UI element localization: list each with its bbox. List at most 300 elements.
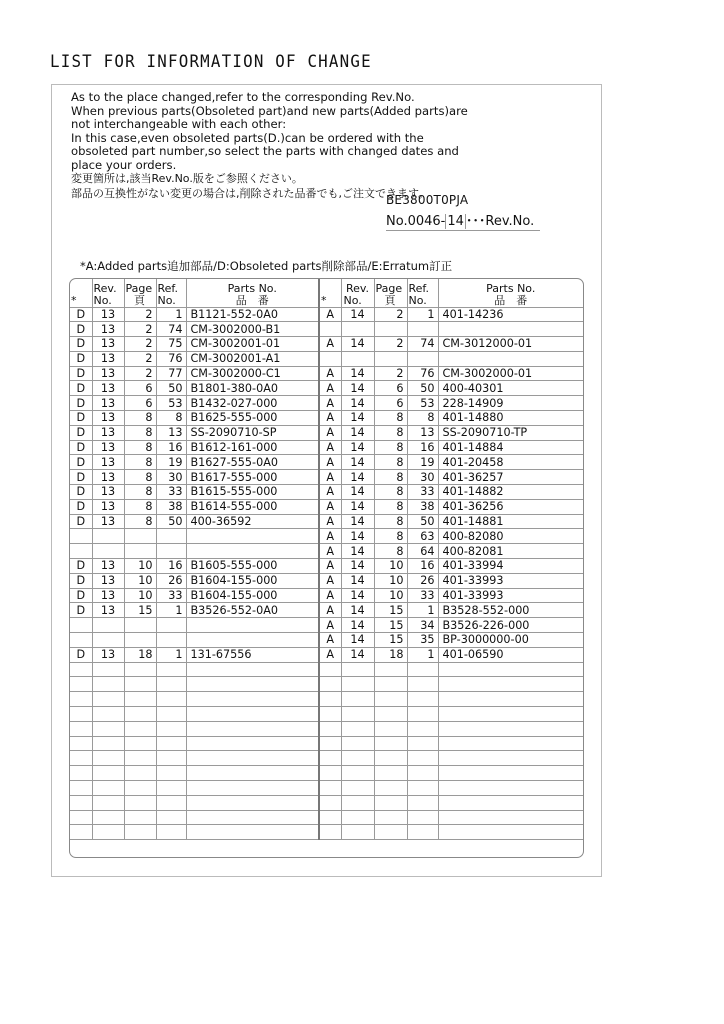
old-ref-cell: 76: [156, 351, 186, 366]
empty-cell: [341, 707, 374, 722]
old-rev-cell: 13: [92, 351, 124, 366]
old-ref-cell: 33: [156, 588, 186, 603]
table-row: [70, 647, 583, 662]
new-part-number-cell: 401-33994: [438, 559, 583, 574]
new-page-cell: 8: [374, 425, 407, 440]
old-type-cell: D: [70, 559, 92, 574]
empty-cell: [407, 736, 438, 751]
model-number: BE3800T0PJA: [386, 193, 469, 207]
new-page-cell: 10: [374, 559, 407, 574]
empty-cell: [341, 751, 374, 766]
table-header: [70, 279, 583, 307]
old-type-cell: D: [70, 470, 92, 485]
empty-cell: [70, 795, 92, 810]
new-type-cell: A: [319, 411, 341, 426]
empty-cell: [124, 736, 156, 751]
new-ref-cell: 30: [407, 470, 438, 485]
empty-row: [70, 825, 583, 840]
new-part-number-cell: 400-40301: [438, 381, 583, 396]
empty-cell: [70, 810, 92, 825]
empty-cell: [341, 810, 374, 825]
old-type-cell: D: [70, 440, 92, 455]
empty-cell: [438, 766, 583, 781]
old-rev-cell: 13: [92, 440, 124, 455]
legend: *A:Added parts追加部品/D:Obsoleted parts削除部品/E:Erratum訂正: [80, 259, 453, 273]
old-type-cell: D: [70, 337, 92, 352]
empty-cell: [124, 751, 156, 766]
empty-cell: [186, 692, 319, 707]
empty-cell: [124, 781, 156, 796]
header-star: *: [319, 279, 341, 307]
old-part-number-cell: 131-67556: [186, 647, 319, 662]
table-row: [70, 351, 583, 366]
old-rev-cell: 13: [92, 514, 124, 529]
old-type-cell: D: [70, 499, 92, 514]
old-page-cell: 8: [124, 470, 156, 485]
empty-cell: [70, 707, 92, 722]
new-ref-cell: 76: [407, 366, 438, 381]
new-rev-cell: 14: [341, 381, 374, 396]
new-rev-cell: 14: [341, 544, 374, 559]
new-ref-cell: 34: [407, 618, 438, 633]
new-part-number-cell: 400-82080: [438, 529, 583, 544]
old-part-number-cell: B1625-555-000: [186, 411, 319, 426]
new-part-number-cell: 401-14882: [438, 485, 583, 500]
old-ref-cell: 1: [156, 647, 186, 662]
empty-cell: [438, 707, 583, 722]
old-page-cell: 8: [124, 411, 156, 426]
old-type-cell: D: [70, 366, 92, 381]
empty-cell: [438, 677, 583, 692]
empty-cell: [438, 810, 583, 825]
new-page-cell: 8: [374, 485, 407, 500]
old-rev-cell: 13: [92, 470, 124, 485]
empty-cell: [70, 751, 92, 766]
notice-english: [71, 91, 591, 173]
new-part-number-cell: 401-14236: [438, 307, 583, 322]
revision-number: 14: [447, 214, 464, 229]
empty-cell: [156, 810, 186, 825]
old-type-cell: D: [70, 381, 92, 396]
header-rev: Rev. No.: [341, 279, 374, 307]
old-type-cell: D: [70, 425, 92, 440]
new-type-cell: A: [319, 337, 341, 352]
new-rev-cell: 14: [341, 366, 374, 381]
header-ref: Ref. No.: [407, 279, 438, 307]
empty-cell: [374, 662, 407, 677]
header-page: Page 頁: [374, 279, 407, 307]
empty-cell: [124, 795, 156, 810]
empty-cell: [438, 692, 583, 707]
new-part-number-cell: BP-3000000-00: [438, 633, 583, 648]
new-type-cell: A: [319, 381, 341, 396]
empty-row: [70, 751, 583, 766]
new-page-cell: 2: [374, 337, 407, 352]
empty-cell: [407, 692, 438, 707]
revision-underline: [386, 230, 540, 231]
empty-cell: [124, 707, 156, 722]
old-page-cell: 8: [124, 440, 156, 455]
table-row: [70, 588, 583, 603]
old-rev-cell: [92, 633, 124, 648]
empty-cell: [407, 677, 438, 692]
table-row: [70, 618, 583, 633]
old-type-cell: [70, 618, 92, 633]
new-ref-cell: [407, 351, 438, 366]
table-row: [70, 603, 583, 618]
new-type-cell: A: [319, 470, 341, 485]
old-type-cell: D: [70, 411, 92, 426]
old-part-number-cell: B1432-027-000: [186, 396, 319, 411]
new-type-cell: A: [319, 396, 341, 411]
new-rev-cell: 14: [341, 559, 374, 574]
table-row: [70, 396, 583, 411]
old-type-cell: [70, 633, 92, 648]
empty-cell: [70, 736, 92, 751]
new-type-cell: A: [319, 544, 341, 559]
new-rev-cell: 14: [341, 633, 374, 648]
empty-cell: [92, 662, 124, 677]
header-star: *: [70, 279, 92, 307]
empty-cell: [70, 825, 92, 840]
old-rev-cell: 13: [92, 337, 124, 352]
new-page-cell: 10: [374, 588, 407, 603]
empty-cell: [319, 825, 341, 840]
empty-row: [70, 781, 583, 796]
new-page-cell: 2: [374, 366, 407, 381]
empty-cell: [92, 766, 124, 781]
empty-cell: [156, 736, 186, 751]
empty-cell: [407, 721, 438, 736]
new-page-cell: [374, 351, 407, 366]
new-type-cell: A: [319, 485, 341, 500]
notice-text: As to the place changed,refer to the corresponding Rev.No. When previous parts(Obsoleted part)and new parts(Added parts)are not interchangeable with each other: In this case,even obsoleted parts(D.)can be ordered with the obsoleted part number,so select the parts with changed dates and place your orders.: [71, 90, 468, 172]
new-ref-cell: 50: [407, 381, 438, 396]
old-ref-cell: 26: [156, 573, 186, 588]
old-rev-cell: 13: [92, 485, 124, 500]
old-ref-cell: [156, 544, 186, 559]
empty-cell: [407, 825, 438, 840]
empty-cell: [124, 662, 156, 677]
new-part-number-cell: 228-14909: [438, 396, 583, 411]
empty-cell: [70, 781, 92, 796]
empty-cell: [438, 825, 583, 840]
old-ref-cell: 33: [156, 485, 186, 500]
old-rev-cell: 13: [92, 573, 124, 588]
empty-cell: [156, 721, 186, 736]
new-rev-cell: 14: [341, 440, 374, 455]
new-ref-cell: 16: [407, 440, 438, 455]
new-part-number-cell: 401-14881: [438, 514, 583, 529]
old-page-cell: 6: [124, 381, 156, 396]
table-row: [70, 440, 583, 455]
table-row: [70, 455, 583, 470]
revision-suffix: ･･･Rev.No.: [465, 214, 535, 229]
empty-cell: [374, 751, 407, 766]
new-page-cell: 6: [374, 396, 407, 411]
empty-cell: [438, 751, 583, 766]
empty-cell: [438, 736, 583, 751]
old-ref-cell: 1: [156, 603, 186, 618]
new-rev-cell: 14: [341, 425, 374, 440]
empty-cell: [124, 692, 156, 707]
old-part-number-cell: [186, 618, 319, 633]
table-row: [70, 307, 583, 322]
empty-cell: [124, 810, 156, 825]
new-rev-cell: 14: [341, 603, 374, 618]
new-part-number-cell: CM-3012000-01: [438, 337, 583, 352]
new-page-cell: 8: [374, 529, 407, 544]
new-part-number-cell: 401-36256: [438, 499, 583, 514]
old-part-number-cell: CM-3002001-A1: [186, 351, 319, 366]
old-type-cell: [70, 529, 92, 544]
empty-cell: [186, 766, 319, 781]
empty-cell: [374, 781, 407, 796]
new-ref-cell: 33: [407, 485, 438, 500]
empty-cell: [438, 721, 583, 736]
empty-cell: [374, 692, 407, 707]
empty-cell: [319, 795, 341, 810]
empty-row: [70, 736, 583, 751]
old-rev-cell: 13: [92, 455, 124, 470]
header-parts: Parts No. 品 番: [186, 279, 319, 307]
old-part-number-cell: B1605-555-000: [186, 559, 319, 574]
empty-cell: [92, 825, 124, 840]
old-rev-cell: 13: [92, 559, 124, 574]
old-type-cell: D: [70, 351, 92, 366]
old-rev-cell: [92, 544, 124, 559]
old-part-number-cell: 400-36592: [186, 514, 319, 529]
new-page-cell: 8: [374, 440, 407, 455]
new-ref-cell: 13: [407, 425, 438, 440]
empty-cell: [92, 707, 124, 722]
table-row: [70, 425, 583, 440]
empty-cell: [374, 795, 407, 810]
new-type-cell: A: [319, 514, 341, 529]
old-part-number-cell: [186, 529, 319, 544]
new-part-number-cell: 401-33993: [438, 588, 583, 603]
old-part-number-cell: B1615-555-000: [186, 485, 319, 500]
empty-cell: [92, 781, 124, 796]
new-part-number-cell: 401-20458: [438, 455, 583, 470]
empty-cell: [319, 736, 341, 751]
empty-cell: [319, 662, 341, 677]
old-type-cell: D: [70, 603, 92, 618]
empty-row: [70, 662, 583, 677]
old-page-cell: 2: [124, 337, 156, 352]
old-rev-cell: 13: [92, 396, 124, 411]
empty-cell: [156, 751, 186, 766]
notice-jp-line-2: 部品の互換性がない変更の場合は,削除された品番でも,ご注文できます。: [71, 187, 430, 200]
new-type-cell: A: [319, 559, 341, 574]
new-part-number-cell: 401-06590: [438, 647, 583, 662]
old-type-cell: D: [70, 322, 92, 337]
empty-cell: [186, 707, 319, 722]
doc-number: No.0046-: [386, 214, 446, 229]
empty-cell: [186, 721, 319, 736]
old-part-number-cell: CM-3002000-B1: [186, 322, 319, 337]
new-ref-cell: 64: [407, 544, 438, 559]
old-page-cell: [124, 529, 156, 544]
empty-cell: [374, 825, 407, 840]
old-page-cell: 10: [124, 559, 156, 574]
empty-row: [70, 766, 583, 781]
old-ref-cell: [156, 618, 186, 633]
change-table-frame: [69, 278, 584, 858]
table-row: [70, 411, 583, 426]
empty-cell: [124, 677, 156, 692]
empty-cell: [92, 751, 124, 766]
notice-japanese: [71, 171, 429, 201]
old-type-cell: D: [70, 514, 92, 529]
header-ref: Ref. No.: [156, 279, 186, 307]
table-row: [70, 366, 583, 381]
old-page-cell: 8: [124, 455, 156, 470]
old-page-cell: 2: [124, 307, 156, 322]
empty-cell: [407, 810, 438, 825]
empty-cell: [374, 721, 407, 736]
new-part-number-cell: 401-36257: [438, 470, 583, 485]
new-page-cell: 8: [374, 470, 407, 485]
old-type-cell: D: [70, 573, 92, 588]
old-rev-cell: 13: [92, 381, 124, 396]
new-rev-cell: 14: [341, 514, 374, 529]
old-part-number-cell: B1614-555-000: [186, 499, 319, 514]
old-ref-cell: 30: [156, 470, 186, 485]
old-ref-cell: 16: [156, 440, 186, 455]
new-ref-cell: 63: [407, 529, 438, 544]
empty-cell: [186, 781, 319, 796]
new-rev-cell: 14: [341, 529, 374, 544]
new-ref-cell: [407, 322, 438, 337]
new-rev-cell: 14: [341, 411, 374, 426]
old-part-number-cell: B1801-380-0A0: [186, 381, 319, 396]
old-part-number-cell: SS-2090710-SP: [186, 425, 319, 440]
empty-cell: [407, 766, 438, 781]
empty-cell: [156, 662, 186, 677]
new-type-cell: A: [319, 618, 341, 633]
old-page-cell: 10: [124, 588, 156, 603]
new-ref-cell: 8: [407, 411, 438, 426]
empty-cell: [438, 795, 583, 810]
page-title: LIST FOR INFORMATION OF CHANGE: [50, 52, 372, 72]
new-part-number-cell: 401-14884: [438, 440, 583, 455]
empty-cell: [341, 825, 374, 840]
header-rev: Rev. No.: [92, 279, 124, 307]
old-part-number-cell: B1121-552-0A0: [186, 307, 319, 322]
new-page-cell: 10: [374, 573, 407, 588]
change-table: [70, 279, 583, 840]
new-type-cell: A: [319, 603, 341, 618]
old-page-cell: 8: [124, 499, 156, 514]
empty-cell: [186, 810, 319, 825]
new-rev-cell: 14: [341, 588, 374, 603]
empty-cell: [92, 795, 124, 810]
empty-cell: [70, 721, 92, 736]
empty-cell: [70, 766, 92, 781]
empty-cell: [186, 825, 319, 840]
new-part-number-cell: SS-2090710-TP: [438, 425, 583, 440]
old-ref-cell: 13: [156, 425, 186, 440]
old-part-number-cell: CM-3002001-01: [186, 337, 319, 352]
new-page-cell: 8: [374, 411, 407, 426]
table-row: [70, 381, 583, 396]
old-rev-cell: 13: [92, 322, 124, 337]
empty-cell: [156, 707, 186, 722]
empty-cell: [186, 795, 319, 810]
old-page-cell: 6: [124, 396, 156, 411]
old-ref-cell: 77: [156, 366, 186, 381]
new-rev-cell: [341, 351, 374, 366]
new-type-cell: A: [319, 307, 341, 322]
table-row: [70, 470, 583, 485]
old-part-number-cell: B1612-161-000: [186, 440, 319, 455]
new-type-cell: A: [319, 588, 341, 603]
empty-cell: [319, 692, 341, 707]
old-type-cell: [70, 544, 92, 559]
new-ref-cell: 38: [407, 499, 438, 514]
empty-cell: [319, 707, 341, 722]
old-page-cell: 2: [124, 366, 156, 381]
new-part-number-cell: B3526-226-000: [438, 618, 583, 633]
old-ref-cell: 50: [156, 514, 186, 529]
old-page-cell: 2: [124, 322, 156, 337]
old-page-cell: 18: [124, 647, 156, 662]
old-page-cell: 8: [124, 425, 156, 440]
empty-cell: [438, 781, 583, 796]
empty-cell: [156, 795, 186, 810]
new-ref-cell: 33: [407, 588, 438, 603]
new-part-number-cell: 401-14880: [438, 411, 583, 426]
new-rev-cell: 14: [341, 337, 374, 352]
old-page-cell: 8: [124, 485, 156, 500]
old-rev-cell: [92, 618, 124, 633]
empty-cell: [186, 736, 319, 751]
empty-cell: [70, 677, 92, 692]
empty-cell: [341, 677, 374, 692]
new-ref-cell: 53: [407, 396, 438, 411]
old-part-number-cell: B1627-555-0A0: [186, 455, 319, 470]
empty-cell: [407, 751, 438, 766]
old-type-cell: D: [70, 588, 92, 603]
old-rev-cell: 13: [92, 588, 124, 603]
new-part-number-cell: CM-3002000-01: [438, 366, 583, 381]
empty-cell: [374, 810, 407, 825]
new-ref-cell: 50: [407, 514, 438, 529]
empty-cell: [319, 766, 341, 781]
new-rev-cell: 14: [341, 618, 374, 633]
new-page-cell: 15: [374, 603, 407, 618]
header-page: Page 頁: [124, 279, 156, 307]
table-row: [70, 573, 583, 588]
empty-cell: [438, 662, 583, 677]
empty-cell: [156, 692, 186, 707]
empty-cell: [341, 662, 374, 677]
old-page-cell: [124, 544, 156, 559]
empty-cell: [70, 692, 92, 707]
new-rev-cell: 14: [341, 307, 374, 322]
new-rev-cell: 14: [341, 470, 374, 485]
old-part-number-cell: B3526-552-0A0: [186, 603, 319, 618]
empty-cell: [341, 721, 374, 736]
old-page-cell: 10: [124, 573, 156, 588]
old-ref-cell: 50: [156, 381, 186, 396]
new-type-cell: A: [319, 440, 341, 455]
new-rev-cell: 14: [341, 499, 374, 514]
empty-cell: [124, 721, 156, 736]
table-row: [70, 485, 583, 500]
old-ref-cell: 53: [156, 396, 186, 411]
